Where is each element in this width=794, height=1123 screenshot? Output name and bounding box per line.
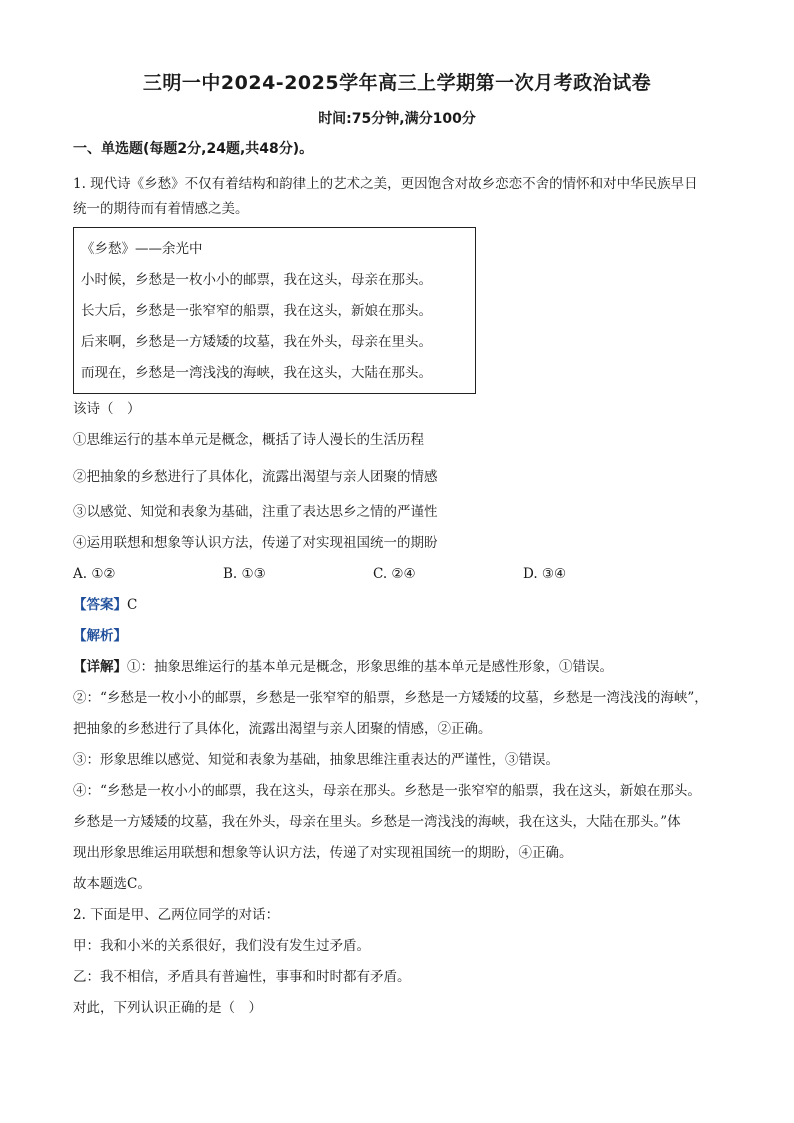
exam-content bbox=[73, 139, 733, 1018]
exam-time-info: 时间:75分钟,满分100分 bbox=[318, 111, 476, 127]
dialogue-line: 甲：我和小米的关系很好，我们没有发生过矛盾。 bbox=[73, 938, 370, 954]
dialogue-line: 乙：我不相信，矛盾具有普遍性，事事和时时都有矛盾。 bbox=[73, 969, 411, 985]
statement-item: ②把抽象的乡愁进行了具体化，流露出渴望与亲人团聚的情感 bbox=[73, 469, 438, 485]
answer-value: C bbox=[127, 597, 138, 613]
analysis-tag: 【解析】 bbox=[73, 628, 127, 644]
detail-text: ①：抽象思维运行的基本单元是概念，形象思维的基本单元是感性形象，①错误。 bbox=[127, 659, 613, 675]
statement-item: ③以感觉、知觉和表象为基础，注重了表达思乡之情的严谨性 bbox=[73, 504, 438, 520]
option-a: A. ①② bbox=[73, 566, 116, 582]
question-stem-cont: 统一的期待而有着情感之美。 bbox=[73, 201, 249, 217]
question-stem: 1. 现代诗《乡愁》不仅有着结构和韵律上的艺术之美，更因饱含对故乡恋恋不舍的情怀和对中华民族早日 bbox=[73, 176, 698, 192]
option-d: D. ③④ bbox=[523, 566, 567, 582]
detail-line bbox=[73, 657, 733, 677]
option-c: C. ②④ bbox=[373, 566, 416, 582]
poem-line: 后来啊，乡愁是一方矮矮的坟墓，我在外头，母亲在里头。 bbox=[81, 334, 432, 350]
statement-item: ①思维运行的基本单元是概念，概括了诗人漫长的生活历程 bbox=[73, 432, 424, 448]
poem-line: 小时候，乡愁是一枚小小的邮票，我在这头，母亲在那头。 bbox=[81, 272, 432, 288]
question-2 bbox=[73, 905, 733, 1018]
detail-text: 把抽象的乡愁进行了具体化，流露出渴望与亲人团聚的情感，②正确。 bbox=[73, 721, 492, 737]
detail-text: ④：“乡愁是一枚小小的邮票，我在这头，母亲在那头。乡愁是一张窄窄的船票，我在这头，新娘在那头。 bbox=[73, 783, 701, 799]
detail-text: ②：“乡愁是一枚小小的邮票，乡愁是一张窄窄的船票，乡愁是一方矮矮的坟墓，乡愁是一湾浅浅的海峡”， bbox=[73, 690, 708, 706]
section-heading: 一、单选题(每题2分,24题,共48分)。 bbox=[73, 141, 314, 157]
question-1 bbox=[73, 169, 733, 894]
detail-text: ③：形象思维以感觉、知觉和表象为基础，抽象思维注重表达的严谨性，③错误。 bbox=[73, 752, 559, 768]
page-title: 三明一中2024-2025学年高三上学期第一次月考政治试卷 bbox=[142, 72, 652, 94]
detail-text: 乡愁是一方矮矮的坟墓，我在外头，母亲在里头。乡愁是一湾浅浅的海峡，我在这头，大陆在那头。”体 bbox=[73, 814, 681, 830]
answer-options bbox=[73, 564, 673, 584]
statement-item: ④运用联想和想象等认识方法，传递了对实现祖国统一的期盼 bbox=[73, 535, 438, 551]
analysis-line bbox=[73, 626, 733, 646]
poem-line: 长大后，乡愁是一张窄窄的船票，我在这头，新娘在那头。 bbox=[81, 303, 432, 319]
conclusion-text: 故本题选C。 bbox=[73, 876, 151, 892]
option-b: B. ①③ bbox=[223, 566, 266, 582]
question-stem: 2. 下面是甲、乙两位同学的对话： bbox=[73, 907, 280, 923]
detail-tag: 【详解】 bbox=[73, 659, 127, 675]
poem-line: 而现在，乡愁是一湾浅浅的海峡，我在这头，大陆在那头。 bbox=[81, 365, 432, 381]
question-prompt: 该诗（ ） bbox=[73, 401, 141, 417]
poem-box bbox=[73, 227, 476, 394]
answer-tag: 【答案】 bbox=[73, 597, 127, 613]
answer-line bbox=[73, 595, 733, 615]
poem-title: 《乡愁》——余光中 bbox=[81, 241, 203, 257]
detail-text: 现出形象思维运用联想和想象等认识方法，传递了对实现祖国统一的期盼，④正确。 bbox=[73, 845, 573, 861]
question-prompt: 对此，下列认识正确的是（ ） bbox=[73, 1000, 262, 1016]
